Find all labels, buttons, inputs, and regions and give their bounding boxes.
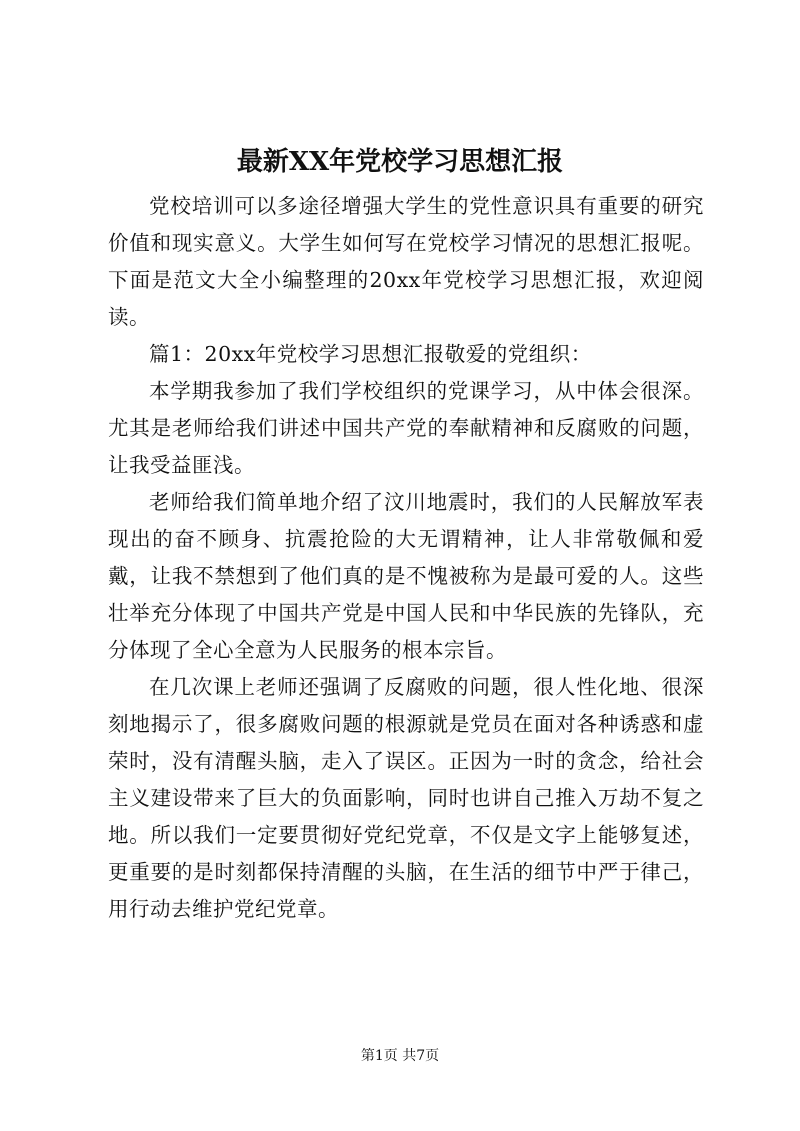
document-body [108, 188, 704, 928]
body-paragraph-1: 本学期我参加了我们学校组织的党课学习，从中体会很深。尤其是老师给我们讲述中国共产党的奉献精神和反腐败的问题，让我受益匪浅。 [108, 379, 704, 477]
body-paragraph-2: 老师给我们简单地介绍了汶川地震时，我们的人民解放军表现出的奋不顾身、抗震抢险的大无谓精神，让人非常敬佩和爱戴，让我不禁想到了他们真的是不愧被称为是最可爱的人。这些壮举充分体现了中国共产党是中国人民和中华民族的先锋队，充分体现了全心全意为人民服务的根本宗旨。 [108, 490, 704, 662]
section-heading-paragraph: 篇1：20xx年党校学习思想汇报敬爱的党组织： [149, 342, 592, 366]
intro-paragraph: 党校培训可以多途径增强大学生的党性意识具有重要的研究价值和现实意义。大学生如何写在党校学习情况的思想汇报呢。下面是范文大全小编整理的20xx年党校学习思想汇报，欢迎阅读。 [108, 194, 704, 329]
body-paragraph-3: 在几次课上老师还强调了反腐败的问题，很人性化地、很深刻地揭示了，很多腐败问题的根源就是党员在面对各种诱惑和虚荣时，没有清醒头脑，走入了误区。正因为一时的贪念，给社会主义建设带来了巨大的负面影响，同时也讲自己推入万劫不复之地。所以我们一定要贯彻好党纪党章，不仅是文字上能够复述，更重要的是时刻都保持清醒的头脑，在生活的细节中严于律己，用行动去维护党纪党章。 [108, 675, 704, 921]
page-number-footer: 第1页 共7页 [360, 1048, 440, 1064]
document-title: 最新XX年党校学习思想汇报 [236, 147, 564, 177]
